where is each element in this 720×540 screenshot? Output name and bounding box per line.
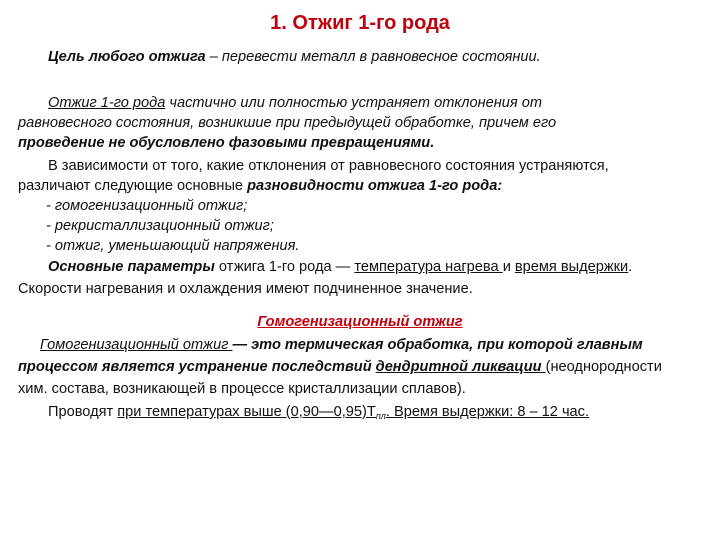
- params-line-1: [48, 258, 720, 278]
- types-item-2: - рекристаллизационный отжиг;: [46, 218, 274, 234]
- params-a: Основные параметры: [48, 259, 215, 275]
- homog-l4-a: Проводят: [48, 404, 118, 420]
- section-subtitle: Гомогенизационный отжиг: [257, 314, 463, 330]
- homog-line-1: [40, 336, 720, 356]
- intro-line: [48, 48, 720, 68]
- homog-line-3: хим. состава, возникающей в процессе кристаллизации сплавов).: [18, 381, 466, 397]
- types-heading: разновидности отжига 1-го рода:: [247, 178, 503, 194]
- intro-lead: Цель любого отжига: [48, 49, 206, 65]
- homog-term: Гомогенизационный отжиг: [40, 337, 233, 353]
- definition-term: Отжиг 1-го рода: [48, 95, 166, 111]
- params-c: —: [335, 259, 355, 275]
- slide-title: 1. Отжиг 1-го рода: [270, 12, 450, 34]
- homog-line-4: [48, 403, 720, 427]
- types-item-1: - гомогенизационный отжиг;: [46, 198, 248, 214]
- definition-text-1: частично или полностью устраняет отклонения от: [165, 95, 543, 111]
- homog-line-2: [18, 358, 718, 378]
- params-heating-temp: температура нагрева: [354, 259, 503, 275]
- types-line-2: [18, 177, 718, 197]
- homog-def: — это термическая обработка, при которой главным: [232, 337, 643, 353]
- types-item-3: - отжиг, уменьшающий напряжения.: [46, 238, 300, 254]
- params-hold-time: время выдержки: [514, 259, 629, 275]
- params-line-2: Скорости нагревания и охлаждения имеют подчиненное значение.: [18, 281, 473, 297]
- homog-temperature: [117, 404, 589, 420]
- homog-process: процессом является устранение последствий: [18, 359, 376, 375]
- homog-temp-text: при температурах выше (0,90—0,95)T: [117, 404, 376, 420]
- definition-line-2: равновесного состояния, возникшие при предыдущей обработке, причем его: [18, 115, 557, 131]
- params-b: отжига 1-го рода: [214, 259, 336, 275]
- definition-line-1: [48, 94, 720, 114]
- types-intro: различают следующие основные: [18, 178, 248, 194]
- types-line-1: В зависимости от того, какие отклонения от равновесного состояния устраняются,: [48, 158, 609, 174]
- homog-hold: . Время выдержки: 8 – 12 час.: [385, 404, 590, 420]
- homog-paren: (неоднородности: [545, 359, 662, 375]
- intro-rest: – перевести металл в равновесное состоянии.: [205, 49, 541, 65]
- homog-dendritic: дендритной ликвации: [375, 359, 546, 375]
- params-g: .: [628, 259, 633, 275]
- homog-temp-sub: пл: [375, 411, 386, 421]
- params-e: и: [502, 259, 515, 275]
- definition-line-3: проведение не обусловлено фазовыми превращениями.: [18, 135, 435, 151]
